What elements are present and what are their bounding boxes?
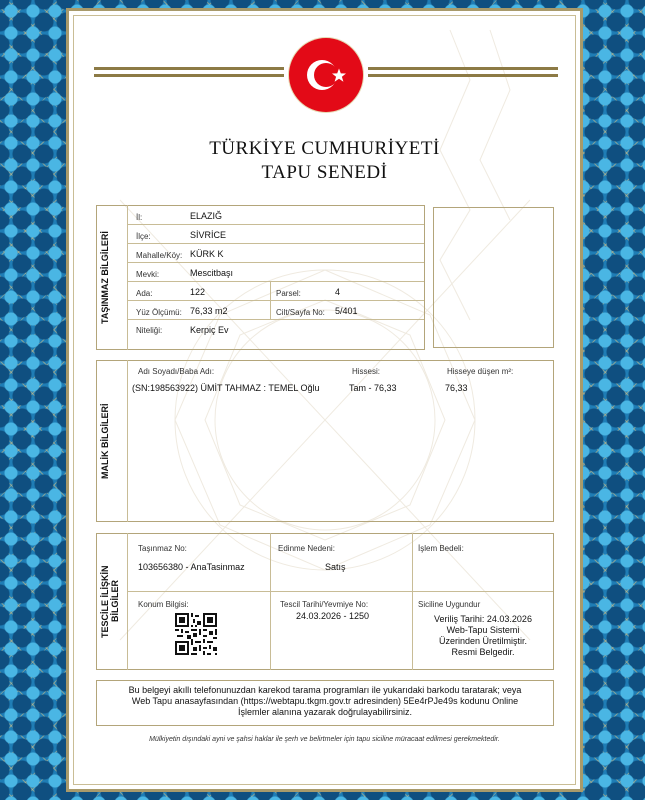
registry-compliance-label: Siciline Uygundur bbox=[418, 600, 481, 609]
mahalle-value: KÜRK K bbox=[190, 249, 224, 259]
registration-info-label-line-2: BİLGİLER bbox=[110, 580, 120, 623]
property-no-label: Taşınmaz No: bbox=[138, 544, 187, 553]
header-band-right-top bbox=[368, 67, 558, 70]
document-title-line-2: TAPU SENEDİ bbox=[261, 162, 388, 183]
issuance-produced: Üzerinden Üretilmiştir. bbox=[438, 636, 528, 646]
niteligi-value: Kerpiç Ev bbox=[190, 325, 229, 335]
parsel-value: 4 bbox=[335, 287, 341, 297]
registration-label-divider bbox=[127, 533, 128, 670]
ilce-value: SİVRİCE bbox=[190, 230, 227, 240]
owner-name-value: (SN:198563922) ÜMİT TAHMAZ : TEMEL Oğlu bbox=[132, 383, 320, 393]
share-value: Tam - 76,33 bbox=[349, 383, 397, 393]
yuzolcumu-label: Yüz Ölçümü: bbox=[136, 308, 182, 317]
il-label: İl: bbox=[136, 213, 143, 222]
verification-notice bbox=[96, 680, 554, 726]
cilt-sayfa-label: Cilt/Sayfa No: bbox=[276, 308, 325, 317]
acquisition-reason-value: Satış bbox=[325, 562, 346, 572]
property-info-label-divider bbox=[127, 205, 128, 350]
photo-box bbox=[433, 207, 554, 348]
row-divider bbox=[128, 243, 424, 244]
registration-info-label-line-1: TESCİLE İLİŞKİN bbox=[100, 565, 110, 638]
niteligi-label: Niteliği: bbox=[136, 326, 163, 335]
owner-info-label: MALİK BİLGİLERİ bbox=[100, 403, 110, 479]
owner-info-label-divider bbox=[127, 360, 128, 522]
notice-line-1: Bu belgeyi akıllı telefonunuzdan karekod tarama programları ile yukarıdaki barkodu taratarak; veya bbox=[128, 685, 522, 695]
parsel-label: Parsel: bbox=[276, 289, 301, 298]
cilt-sayfa-value: 5/401 bbox=[335, 306, 358, 316]
notice-line-2: Web Tapu anasayfasından (https://webtapu.tkgm.gov.tr adresinden) 5Ee4rPJe49s kodunu Online bbox=[131, 696, 519, 706]
yuzolcumu-value: 76,33 m2 bbox=[190, 306, 228, 316]
share-area-value: 76,33 bbox=[445, 383, 468, 393]
il-value: ELAZIĞ bbox=[190, 211, 223, 221]
row-divider bbox=[128, 319, 424, 320]
registration-info-label bbox=[100, 533, 124, 670]
property-no-value: 103656380 - AnaTasinmaz bbox=[138, 562, 245, 572]
ada-label: Ada: bbox=[136, 289, 153, 298]
crescent-star-icon bbox=[289, 38, 363, 112]
location-info-label: Konum Bilgisi: bbox=[138, 600, 189, 609]
registration-date-label: Tescil Tarihi/Yevmiye No: bbox=[280, 600, 369, 609]
share-label: Hissesi: bbox=[352, 367, 381, 376]
issuance-system: Web-Tapu Sistemi bbox=[446, 625, 520, 635]
row-divider bbox=[128, 224, 424, 225]
row-divider bbox=[128, 300, 424, 301]
share-area-label: Hisseye düşen m²: bbox=[447, 367, 514, 376]
header-band-left-top bbox=[94, 67, 284, 70]
turkish-flag-emblem bbox=[289, 38, 363, 112]
issuance-official: Resmi Belgedir. bbox=[451, 647, 515, 657]
header-band-right-bottom bbox=[368, 74, 558, 77]
mevki-label: Mevki: bbox=[136, 270, 160, 279]
registration-date-value: 24.03.2026 - 1250 bbox=[296, 611, 370, 621]
row-divider bbox=[128, 281, 424, 282]
row-divider bbox=[128, 262, 424, 263]
qr-code-icon[interactable] bbox=[175, 613, 217, 655]
mevki-value: Mescitbaşı bbox=[190, 268, 234, 278]
document-title-line-1: TÜRKİYE CUMHURİYETİ bbox=[209, 138, 440, 159]
mahalle-label: Mahalle/Köy: bbox=[136, 251, 183, 260]
header-band-left-bottom bbox=[94, 74, 284, 77]
transaction-value-label: İşlem Bedeli: bbox=[418, 544, 464, 553]
issuance-info bbox=[413, 614, 553, 658]
owner-name-label: Adı Soyadı/Baba Adı: bbox=[138, 367, 215, 376]
issuance-date: Veriliş Tarihi: 24.03.2026 bbox=[434, 614, 532, 624]
ada-value: 122 bbox=[190, 287, 206, 297]
column-divider bbox=[270, 281, 271, 319]
notice-line-3: İşlemler alanına yazarak doğrulayabilirsiniz. bbox=[237, 707, 413, 717]
row-divider bbox=[128, 591, 553, 592]
column-divider bbox=[270, 533, 271, 670]
ilce-label: İlçe: bbox=[136, 232, 151, 241]
footer-disclaimer: Mülkiyetin dışındaki ayni ve şahsi haklar ile şerh ve belirtmeler için tapu siciline müracaat edilmesi gerekmektedir. bbox=[149, 736, 500, 743]
property-info-label: TAŞINMAZ BİLGİLERİ bbox=[100, 231, 110, 324]
acquisition-reason-label: Edinme Nedeni: bbox=[278, 544, 335, 553]
